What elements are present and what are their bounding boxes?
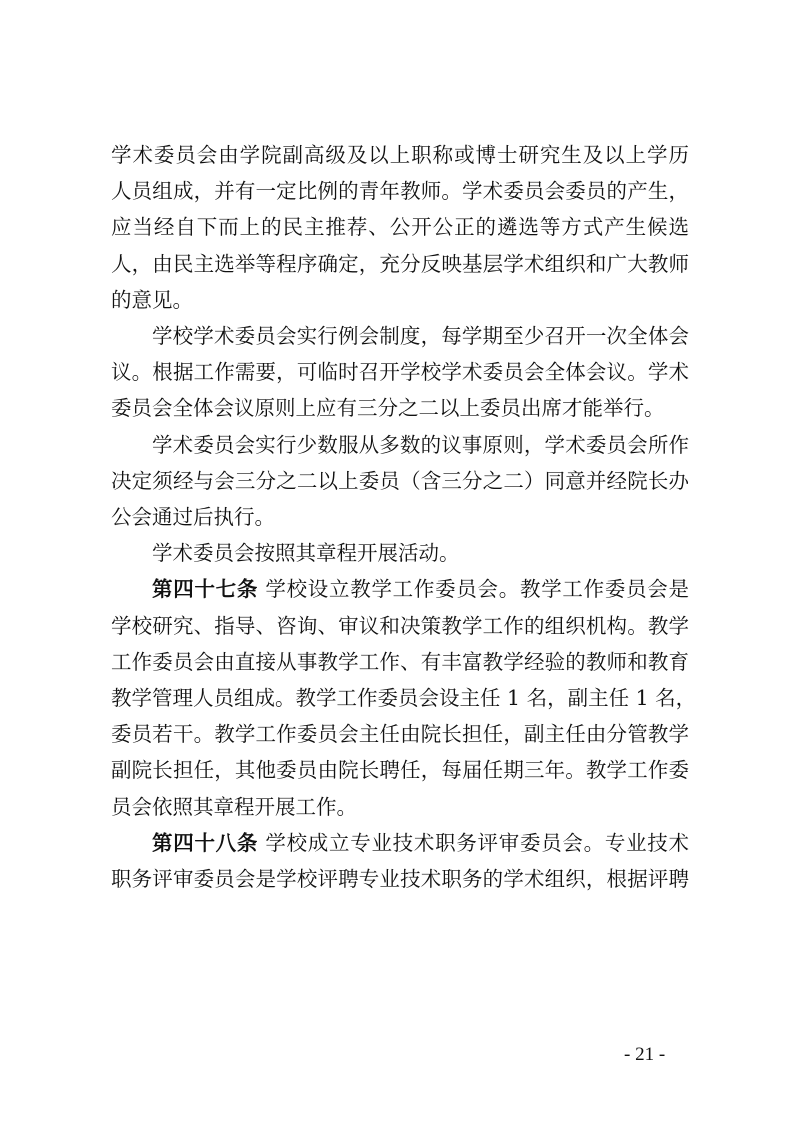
text-line: 应当经自下而上的民主推荐、公开公正的遴选等方式产生候选 xyxy=(111,215,689,240)
page-number: - 21 - xyxy=(624,1044,666,1065)
text-line: 公会通过后执行。 xyxy=(111,505,275,530)
text-line: 职务评审委员会是学校评聘专业技术职务的学术组织，根据评聘 xyxy=(111,867,689,892)
text-line: 议。根据工作需要，可临时召开学校学术委员会全体会议。学术 xyxy=(111,360,689,385)
text-line: 委员若干。教学工作委员会主任由院长担任，副主任由分管教学 xyxy=(111,722,689,747)
text-line xyxy=(111,825,689,861)
text-line: 教学管理人员组成。教学工作委员会设主任 1 名，副主任 1 名， xyxy=(111,686,697,711)
article-number-47: 第四十七条 xyxy=(152,577,259,602)
text-line: 员会依照其章程开展工作。 xyxy=(111,794,357,819)
paragraph-regular-meeting-system xyxy=(111,318,689,427)
text-line-rest: 学校设立教学工作委员会。教学工作委员会是 xyxy=(258,577,690,602)
text-line: 人员组成，并有一定比例的青年教师。学术委员会委员的产生， xyxy=(111,179,689,204)
text-line: 委员会全体会议原则上应有三分之二以上委员出席才能举行。 xyxy=(111,396,665,421)
text-line: 的意见。 xyxy=(111,287,193,312)
text-line: 人，由民主选举等程序确定，充分反映基层学术组织和广大教师 xyxy=(111,251,689,276)
paragraph-article-47 xyxy=(111,571,697,824)
text-line: 学术委员会按照其章程开展活动。 xyxy=(152,541,460,566)
text-line: 工作委员会由直接从事教学工作、有丰富教学经验的教师和教育 xyxy=(111,649,689,674)
paragraph-voting-principle xyxy=(111,427,689,536)
text-line-rest: 学校成立专业技术职务评审委员会。专业技术 xyxy=(258,830,690,855)
paragraph-article-48 xyxy=(111,825,689,897)
text-line: 学术委员会由学院副高级及以上职称或博士研究生及以上学历 xyxy=(111,143,689,167)
document-body xyxy=(111,137,697,897)
paragraph-academic-committee-composition xyxy=(111,137,689,318)
text-line: 副院长担任，其他委员由院长聘任，每届任期三年。教学工作委 xyxy=(111,758,689,783)
article-number-48: 第四十八条 xyxy=(152,830,259,855)
paragraph-charter-activities xyxy=(111,535,689,571)
text-line xyxy=(111,571,689,607)
text-line: 决定须经与会三分之二以上委员（含三分之二）同意并经院长办 xyxy=(111,468,689,493)
text-line: 学校研究、指导、咨询、审议和决策教学工作的组织机构。教学 xyxy=(111,613,689,638)
text-line: 学术委员会实行少数服从多数的议事原则，学术委员会所作 xyxy=(152,432,689,457)
text-line: 学校学术委员会实行例会制度，每学期至少召开一次全体会 xyxy=(152,324,689,349)
